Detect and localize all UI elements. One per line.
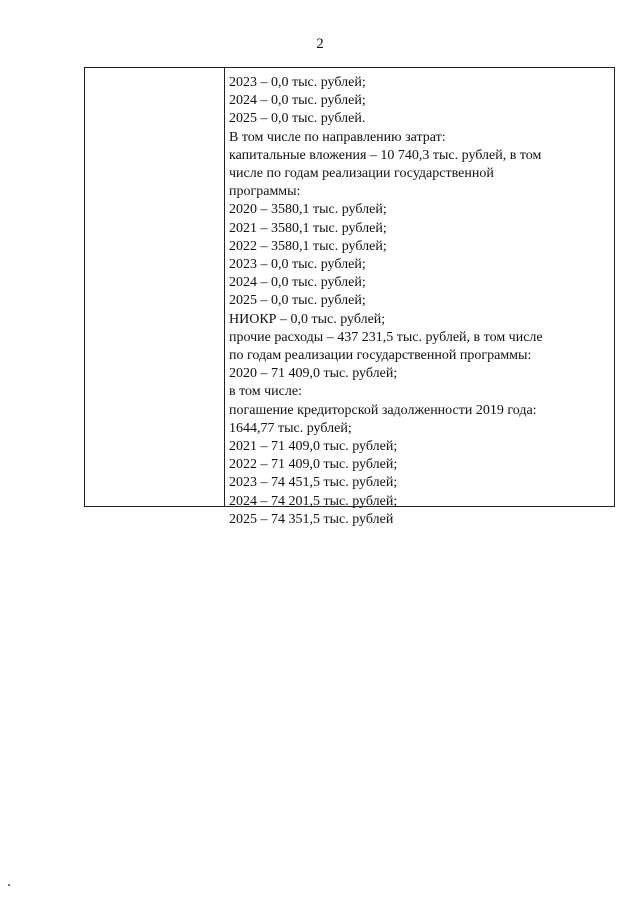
table-line: 2025 – 74 351,5 тыс. рублей [229,511,394,527]
table-line: погашение кредиторской задолженности 2019 года: [229,402,537,418]
table-line: числе по годам реализации государственной [229,166,494,182]
table-line: 2025 – 0,0 тыс. рублей. [229,111,366,127]
table-line: прочие расходы – 437 231,5 тыс. рублей, в том числе [229,329,543,345]
table-line: 2024 – 74 201,5 тыс. рублей; [229,493,398,509]
table-line: В том числе по направлению затрат: [229,129,446,145]
table-line: капитальные вложения – 10 740,3 тыс. рублей, в том [229,147,542,163]
table-line: 2021 – 71 409,0 тыс. рублей; [229,439,398,455]
page-number: 2 [316,36,324,52]
table-line: 2025 – 0,0 тыс. рублей; [229,293,366,309]
table-line: 2022 – 71 409,0 тыс. рублей; [229,457,398,473]
table-label-cell [85,68,225,506]
table-line: 2023 – 74 451,5 тыс. рублей; [229,475,398,491]
table-line: 2023 – 0,0 тыс. рублей; [229,75,366,90]
funding-table [84,67,615,527]
scan-speck [8,884,10,886]
table-line: 2020 – 71 409,0 тыс. рублей; [229,366,398,382]
table-line: по годам реализации государственной программы: [229,348,532,364]
table-line: 2022 – 3580,1 тыс. рублей; [229,238,387,254]
table-line: НИОКР – 0,0 тыс. рублей; [229,311,386,327]
table-line: 1644,77 тыс. рублей; [229,420,352,436]
table-line: в том числе: [229,384,302,400]
table-line: программы: [229,184,301,200]
table-line: 2024 – 0,0 тыс. рублей; [229,275,366,291]
table-line: 2020 – 3580,1 тыс. рублей; [229,202,387,218]
table-content-cell [225,68,614,527]
table-line: 2023 – 0,0 тыс. рублей; [229,257,366,273]
table-line: 2024 – 0,0 тыс. рублей; [229,93,366,109]
table-line: 2021 – 3580,1 тыс. рублей; [229,220,387,236]
